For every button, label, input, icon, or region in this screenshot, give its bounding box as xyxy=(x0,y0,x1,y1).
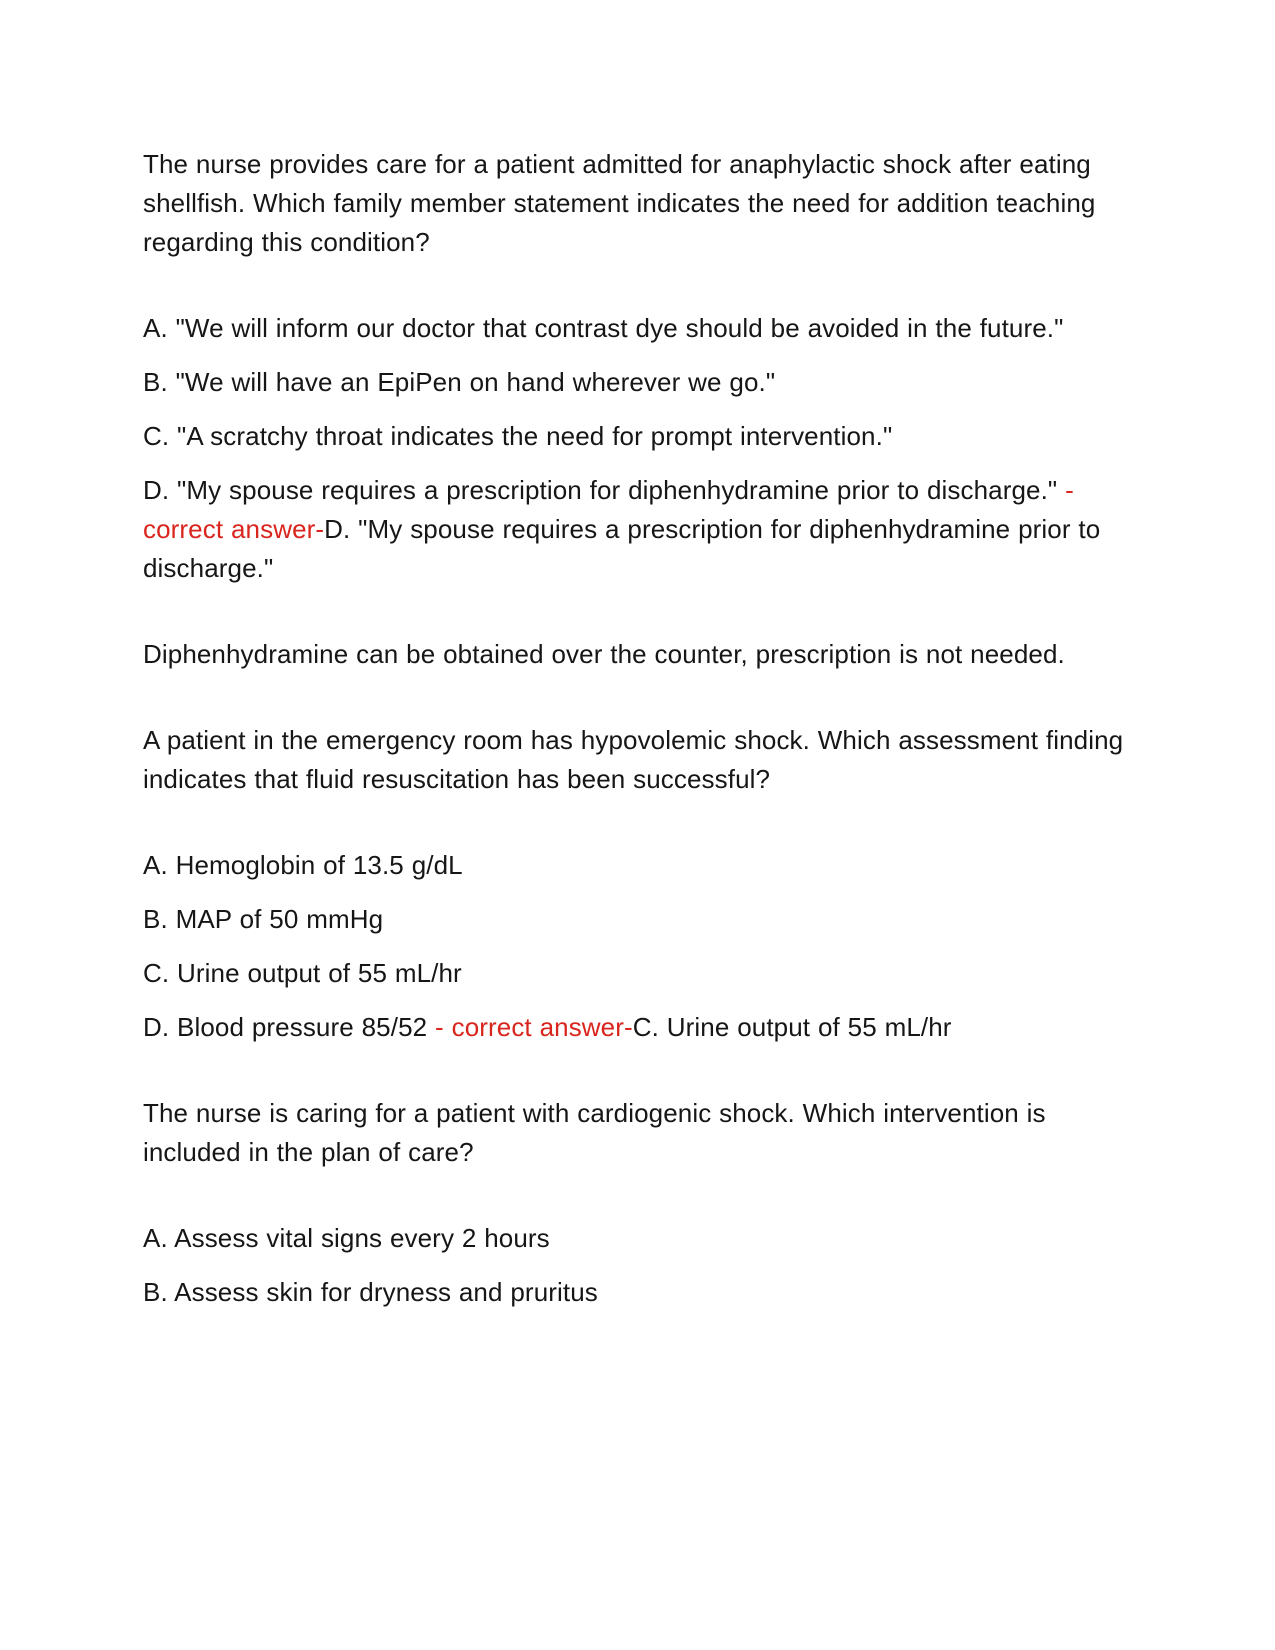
explanation-text xyxy=(143,635,1145,674)
answer-option xyxy=(143,1273,1145,1312)
text-run: D. Blood pressure 85/52 xyxy=(143,1012,436,1042)
text-run: D. "My spouse requires a prescription for diphenhydramine prior to discharge." xyxy=(143,514,1101,583)
document-content xyxy=(143,145,1145,1312)
text-run: C. "A scratchy throat indicates the need for prompt intervention." xyxy=(143,421,893,451)
answer-option xyxy=(143,900,1145,939)
text-run: A. "We will inform our doctor that contrast dye should be avoided in the future." xyxy=(143,313,1064,343)
text-run: A. Assess vital signs every 2 hours xyxy=(143,1223,550,1253)
text-run: C. Urine output of 55 mL/hr xyxy=(143,958,462,988)
answer-option xyxy=(143,846,1145,885)
text-run: A patient in the emergency room has hypovolemic shock. Which assessment finding indicates that fluid resuscitation has been successful? xyxy=(143,725,1124,794)
answer-option xyxy=(143,309,1145,348)
answer-option xyxy=(143,417,1145,456)
answer-option xyxy=(143,471,1145,588)
text-run: The nurse is caring for a patient with cardiogenic shock. Which intervention is included in the plan of care? xyxy=(143,1098,1046,1167)
answer-option xyxy=(143,363,1145,402)
text-run: A. Hemoglobin of 13.5 g/dL xyxy=(143,850,463,880)
text-run: The nurse provides care for a patient admitted for anaphylactic shock after eating shellfish. Which family member statement indicates the need for addition teaching regarding this condition? xyxy=(143,149,1096,257)
text-run: B. "We will have an EpiPen on hand wherever we go." xyxy=(143,367,776,397)
answer-option xyxy=(143,1008,1145,1047)
answer-option xyxy=(143,954,1145,993)
correct-answer-marker: - correct answer- xyxy=(143,475,1074,544)
correct-answer-marker: - correct answer- xyxy=(435,1012,633,1042)
question-text xyxy=(143,145,1145,262)
text-run: Diphenhydramine can be obtained over the counter, prescription is not needed. xyxy=(143,639,1065,669)
question-text xyxy=(143,1094,1145,1172)
text-run: B. MAP of 50 mmHg xyxy=(143,904,384,934)
answer-option xyxy=(143,1219,1145,1258)
text-run: C. Urine output of 55 mL/hr xyxy=(632,1012,952,1042)
text-run: B. Assess skin for dryness and pruritus xyxy=(143,1277,598,1307)
question-text xyxy=(143,721,1145,799)
text-run: D. "My spouse requires a prescription for diphenhydramine prior to discharge." xyxy=(143,475,1066,505)
